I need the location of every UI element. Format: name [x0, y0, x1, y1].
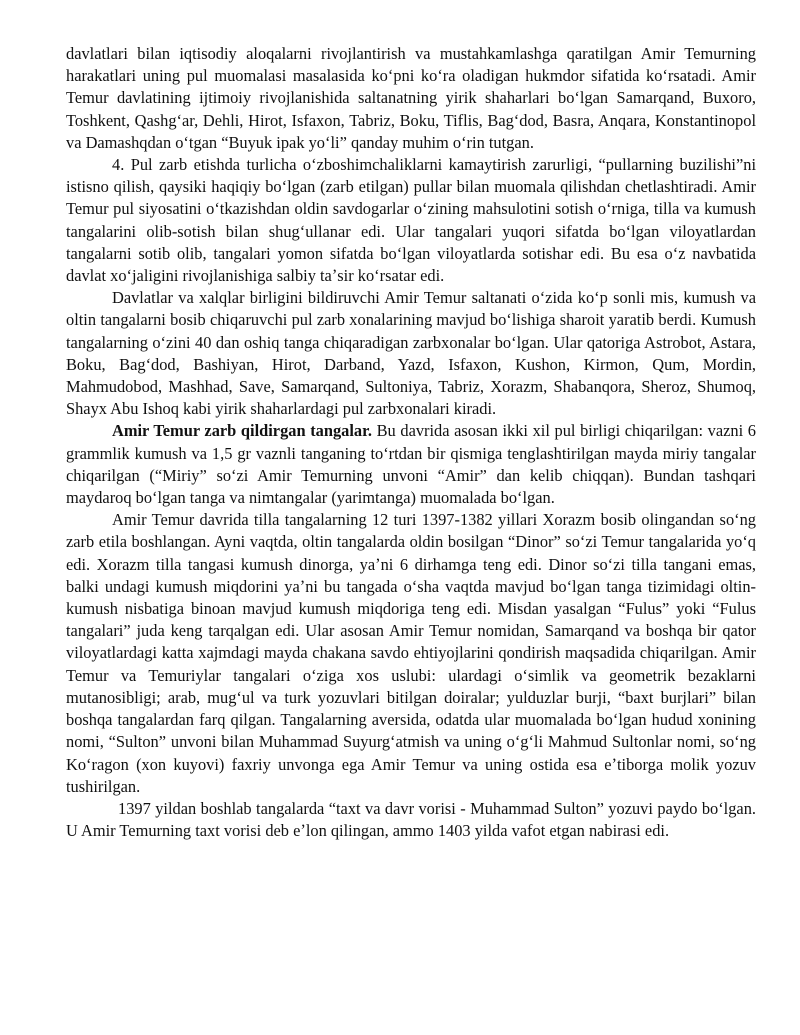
document-page [66, 43, 756, 842]
paragraph-continuation: davlatlari bilan iqtisodiy aloqalarni rivojlantirish va mustahkamlashga qaratilgan Amir Temurning harakatlari uning pul muomalasi masalasida koʻpni koʻra oladigan hukmdor sifatida koʻrsatadi. Amir Temur davlatining ijtimoiy rivojlanishida saltanatning yirik shaharlari boʻlgan Samarqand, Buxoro, Toshkent, Qashgʻar, Dehli, Hirot, Isfaxon, Tabriz, Boku, Tiflis, Bagʻdod, Basra, Anqara, Konstantinopol va Damashqdan oʻtgan “Buyuk ipak yoʻli” qanday muhim oʻrin tutgan. [66, 44, 756, 152]
paragraph-mints: Davlatlar va xalqlar birligini bildiruvchi Amir Temur saltanati oʻzida koʻp sonli mis, kumush va oltin tangalarni bosib chiqaruvchi pul zarb xonalarining mavjud boʻlishiga sharoit yaratib berdi. Kumush tangalarning oʻzini 40 dan oshiq tanga chiqaradigan zarbxonalar boʻlgan. Ular qatoriga Astrobot, Astara, Boku, Bagʻdod, Bashiyan, Hirot, Darband, Yazd, Isfaxon, Kushon, Kirmon, Qum, Mordin, Mahmudobod, Mashhad, Save, Samarqand, Sultoniya, Tabriz, Xorazm, Shabanqora, Sheroz, Shumoq, Shayx Abu Ishoq kabi yirik shaharlardagi pul zarbxonalari kiradi. [66, 288, 756, 419]
section-heading: Amir Temur zarb qildirgan tangalar. [112, 421, 372, 441]
paragraph-point-4: 4. Pul zarb etishda turlicha oʻzboshimchaliklarni kamaytirish zarurligi, “pullarning buzilishi”ni istisno qilish, qaysiki haqiqiy boʻlgan (zarb etilgan) pullar bilan muomala qilishdan chetlashtiradi. Amir Temur pul siyosatini oʻtkazishdan oldin savdogarlar oʻzining mahsulotini sotish oʻrniga, tilla va kumush tangalarini olib-sotish bilan shugʻullanar edi. Ular tangalari yuqori sifatda boʻlgan viloyatlardan tangalarni sotib olib, tangalari yomon sifatda boʻlgan viloyatlarda sotishar edi. Bu esa oʻz navbatida davlat xoʻjaligini rivojlanishiga salbiy taʼsir koʻrsatar edi. [66, 155, 756, 286]
paragraph-gold-coins: Amir Temur davrida tilla tangalarning 12 turi 1397-1382 yillari Xorazm bosib olingandan soʻng zarb etila boshlangan. Ayni vaqtda, oltin tangalarda oldin bosilgan “Dinor” soʻzi Temur tangalarida yoʻq edi. Xorazm tilla tangasi kumush dinorga, yaʼni 6 dirhamga teng edi. Dinor soʻzi tilla tangani emas, balki undagi kumush miqdorini yaʼni bu tangada oʻsha vaqtda mavjud boʻlgan tanga tizimidagi oltin-kumush nisbatiga binoan mavjud kumush miqdoriga teng edi. Misdan yasalgan “Fulus” yoki “Fulus tangalari” juda keng tarqalgan edi. Ular asosan Amir Temur nomidan, Samarqand va boshqa bir qator viloyatlardagi katta xajmdagi mayda chakana savdo ehtiyojlarini qondirish maqsadida chiqarilgan. Amir Temur va Temuriylar tangalari oʻziga xos uslubi: ulardagi oʻsimlik va geometrik bezaklarni mutanosibligi; arab, mugʻul va turk yozuvlari bitilgan doiralar; yulduzlar burji, “baxt burjlari” bilan boshqa tangalardan farq qilgan. Tangalarning aversida, odatda ular muomalada boʻlgan hudud xonining nomi, “Sulton” unvoni bilan Muhammad Suyurgʻatmish va uning oʻgʻli Mahmud Sultonlar nomi, soʻng Koʻragon (xon kuyovi) faxriy unvonga ega Amir Temur va uning ostida esa eʼtiborga molik yozuv tushirilgan. [66, 510, 756, 796]
section-intro-text: Bu davrida asosan ikki xil pul birligi chiqarilgan: vazni 6 grammlik kumush va 1,5 gr vaznli tanganing toʻrtdan bir qismiga tenglashtirilgan mayda miriy tangalar chiqarilgan (“Miriy” soʻzi Amir Temurning unvoni “Amir” dan kelib chiqqan). Bundan tashqari maydaroq boʻlgan tanga va nimtangalar (yarimtanga) muomalada boʻlgan. [66, 421, 756, 508]
paragraph-1397-inscription: 1397 yildan boshlab tangalarda “taxt va davr vorisi - Muhammad Sulton” yozuvi paydo boʻlgan. U Amir Temurning taxt vorisi deb eʼlon qilingan, ammo 1403 yilda vafot etgan nabirasi edi. [66, 798, 756, 841]
paragraph-coins-section [66, 420, 756, 509]
